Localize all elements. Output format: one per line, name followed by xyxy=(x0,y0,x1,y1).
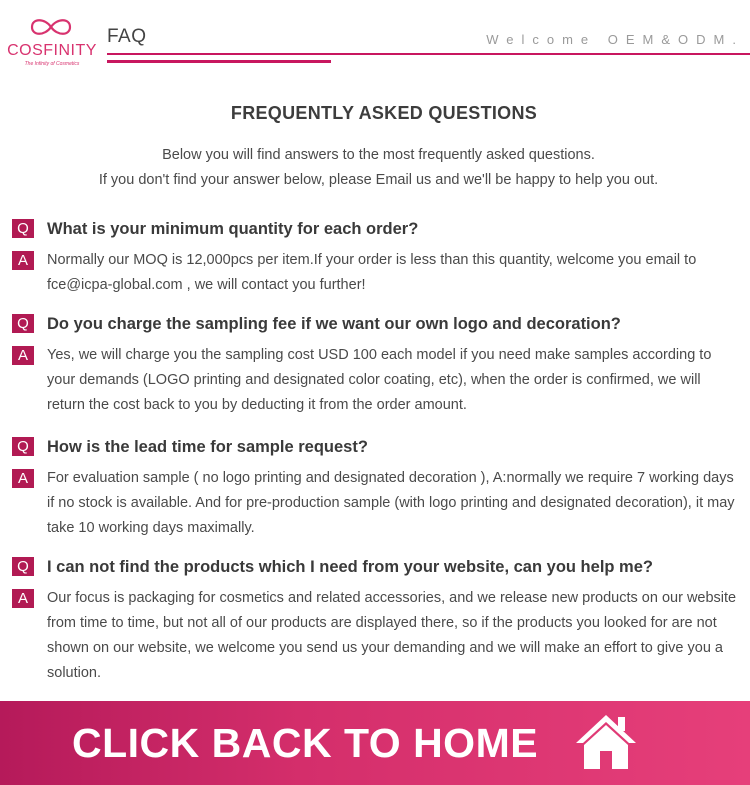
faq-question: What is your minimum quantity for each order? xyxy=(47,220,419,238)
faq-answer: Yes, we will charge you the sampling cost USD 100 each model if you need make samples according to your demands (LOGO printing and designated color coating, etc), when the order is confirmed, we will return the cost back to you by deducting it from the order amount. xyxy=(47,347,712,413)
faq-question: I can not find the products which I need from your website, can you help me? xyxy=(47,558,653,576)
page-title: FREQUENTLY ASKED QUESTIONS xyxy=(230,103,538,123)
question-badge: Q xyxy=(12,219,34,238)
faq-question-row xyxy=(12,313,738,335)
faq-answer-row xyxy=(12,343,738,418)
logo-tagline: The Infinity of Cosmetics xyxy=(24,61,80,67)
answer-badge: A xyxy=(12,469,34,488)
header-underline xyxy=(107,60,331,63)
back-to-home-label[interactable]: CLICK BACK TO HOME xyxy=(72,720,539,766)
faq-answer-row xyxy=(12,248,738,298)
answer-badge: A xyxy=(12,589,34,608)
faq-answer-row xyxy=(12,586,738,686)
home-icon[interactable] xyxy=(572,711,640,773)
brand-logo[interactable] xyxy=(6,14,96,69)
back-to-home-banner[interactable] xyxy=(0,701,750,785)
question-badge: Q xyxy=(12,314,34,333)
faq-answer-row xyxy=(12,466,738,541)
faq-question: Do you charge the sampling fee if we want our own logo and decoration? xyxy=(47,315,621,333)
faq-answer: For evaluation sample ( no logo printing and designated decoration ), A:normally we require 7 working days if no stock is available. And for pre-production sample (with logo printing and designated decoration), it may take 10 working days maximally. xyxy=(47,470,735,536)
header-divider xyxy=(107,53,750,55)
answer-badge: A xyxy=(12,346,34,365)
welcome-text: Welcome OEM&ODM. xyxy=(486,32,744,47)
faq-question: How is the lead time for sample request? xyxy=(47,438,368,456)
faq-question-row xyxy=(12,436,738,458)
page-header xyxy=(0,0,750,80)
faq-question-row xyxy=(12,556,738,578)
faq-answer: Our focus is packaging for cosmetics and related accessories, and we release new products on our website from time to time, but not all of our products are displayed there, so if the products you looked for are not shown on our website, we welcome you send us your demanding and we will make an effort to give you a solution. xyxy=(47,590,737,681)
infinity-icon xyxy=(28,14,74,40)
intro-line-2: If you don't find your answer below, please Email us and we'll be happy to help you out. xyxy=(98,172,659,188)
intro-line-1: Below you will find answers to the most frequently asked questions. xyxy=(162,147,595,163)
faq-item xyxy=(12,556,738,686)
logo-name: COSFINITY xyxy=(7,42,97,59)
section-title: FAQ xyxy=(107,26,147,47)
answer-badge: A xyxy=(12,251,34,270)
faq-answer: Normally our MOQ is 12,000pcs per item.If your order is less than this quantity, welcome you email to fce@icpa-global.com , we will contact you further! xyxy=(47,252,697,293)
question-badge: Q xyxy=(12,437,34,456)
faq-item xyxy=(12,218,738,298)
faq-item xyxy=(12,436,738,541)
faq-question-row xyxy=(12,218,738,240)
faq-item xyxy=(12,313,738,418)
question-badge: Q xyxy=(12,557,34,576)
